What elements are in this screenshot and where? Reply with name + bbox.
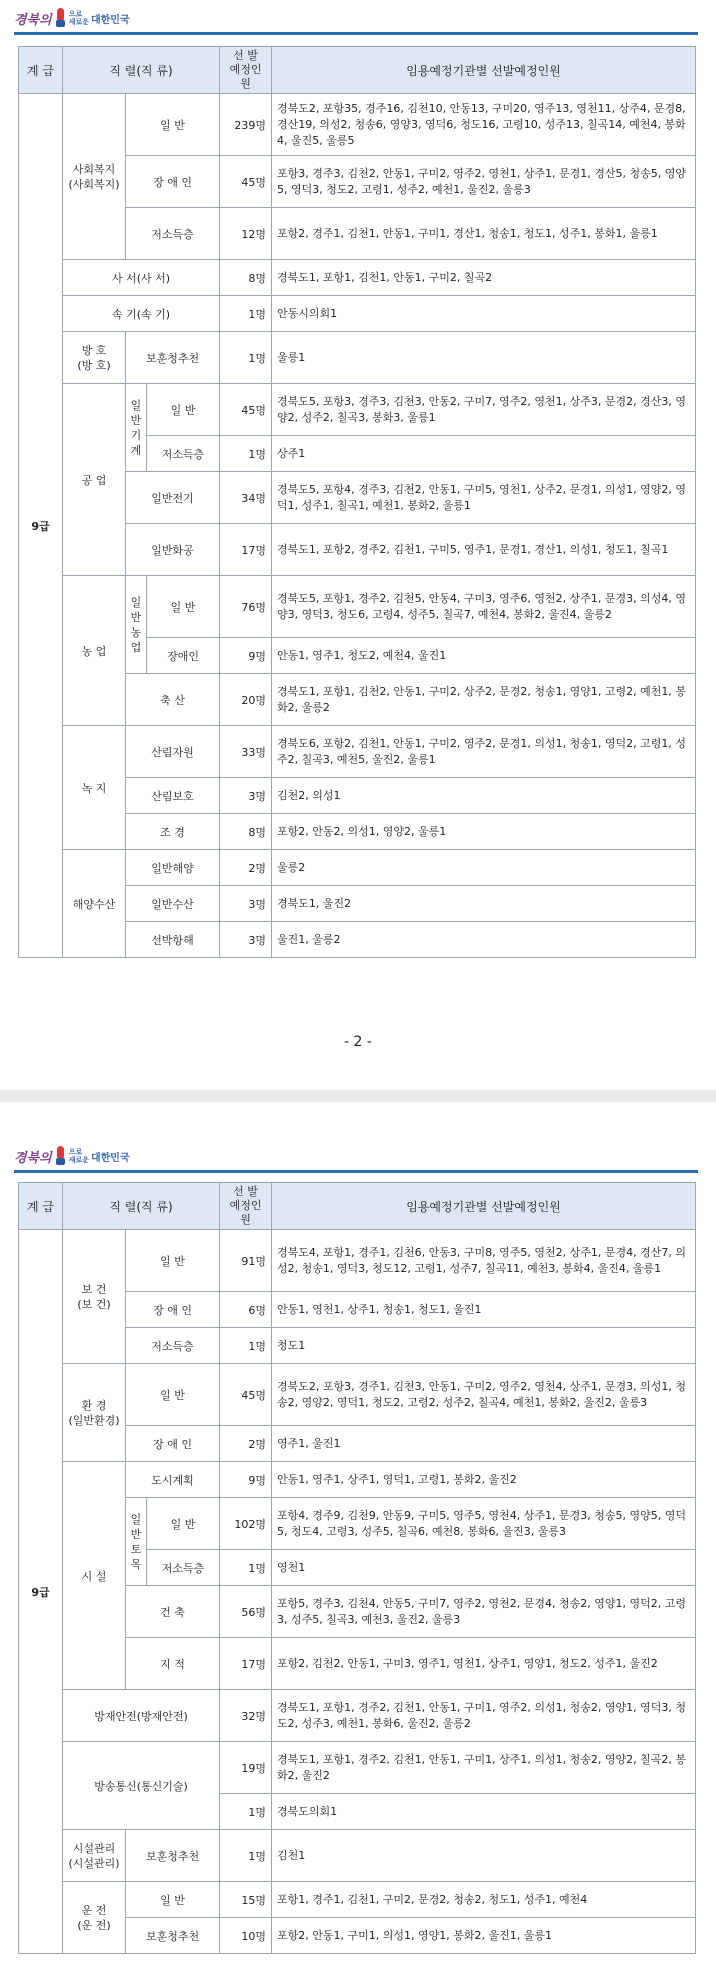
table-row: 녹 지 산림자원 33명 경북도6, 포항2, 김천1, 안동1, 구미2, 영주2, 문경1, 의성1, 청송1, 영덕2, 고령1, 성주2, 칠곡3, 예천5, 울진2, 울릉1 <box>19 726 696 778</box>
table-row: 장 애 인 6명 안동1, 영천1, 상주1, 청송1, 청도1, 울진1 <box>19 1292 696 1328</box>
table-row: 선박항해 3명 울진1, 울릉2 <box>19 922 696 958</box>
col-dist: 임용예정기관별 선발예정인원 <box>272 47 696 94</box>
table-row: 장 애 인 2명 영주1, 울진1 <box>19 1426 696 1462</box>
page-2 <box>0 1102 716 1979</box>
table-row: 시설관리 (시설관리) 보훈청추천 1명 김천1 <box>19 1830 696 1882</box>
col-grade: 계 급 <box>19 1183 63 1230</box>
table-row: 저소득층 12명 포항2, 경주1, 김천1, 안동1, 구미1, 경산1, 청송1, 청도1, 성주1, 봉화1, 울릉1 <box>19 208 696 260</box>
table-row: 장 애 인 45명 포항3, 경주3, 김천2, 안동1, 구미2, 영주2, 영천1, 상주1, 문경1, 경산5, 청송5, 영양5, 영덕3, 청도2, 고령1, 성주2, 예천1, 울진2, 울릉3 <box>19 156 696 208</box>
table-row: 장애인 9명 안동1, 영주1, 청도2, 예천4, 울진1 <box>19 638 696 674</box>
logo-brand: 경북의 <box>14 1150 52 1166</box>
table-row: 일반화공 17명 경북도1, 포항2, 경주2, 김천1, 구미5, 영주1, 문경1, 경산1, 의성1, 청도1, 칠곡1 <box>19 524 696 576</box>
table-row: 9급 사회복지 (사회복지) 일 반 239명 경북도2, 포항35, 경주16, 김천10, 안동13, 구미20, 영주13, 영천11, 상주4, 문경8, 경산19, 의성2, 청송6, 영양3, 영덕6, 청도16, 고령10, 성주13, 칠곡14, 예천4, 봉화4, 울진5, 울릉5 <box>19 94 696 156</box>
header-rule <box>14 1170 698 1173</box>
col-count: 선 발 예정인원 <box>220 1183 272 1230</box>
table-row: 환 경 (일반환경) 일 반 45명 경북도2, 포항3, 경주1, 김천3, 안동1, 구미2, 영주2, 영천4, 상주1, 문경3, 의성1, 청송2, 영양2, 영덕1, 청도2, 고령2, 성주2, 칠곡4, 예천1, 봉화2, 울진2, 울릉3 <box>19 1364 696 1426</box>
grade-cell: 9급 <box>19 94 63 958</box>
page-number: - 2 - <box>344 1034 372 1050</box>
table-row: 저소득층 1명 영천1 <box>19 1550 696 1586</box>
table-row: 방 호 (방 호) 보훈청추천 1명 울릉1 <box>19 332 696 384</box>
table-row: 해양수산 일반해양 2명 울릉2 <box>19 850 696 886</box>
table-row: 조 경 8명 포항2, 안동2, 의성1, 영양2, 울릉1 <box>19 814 696 850</box>
table-row: 지 적 17명 포항2, 김천2, 안동1, 구미3, 영주1, 영천1, 상주1, 영양1, 청도2, 성주1, 울진2 <box>19 1638 696 1690</box>
col-job: 직 렬(직 류) <box>63 47 220 94</box>
grade-cell: 9급 <box>19 1230 63 1954</box>
table-row: 방송통신(통신기술) 19명 경북도1, 포항1, 경주2, 김천1, 안동1, 구미1, 상주1, 의성1, 청송2, 영양2, 칠곡2, 봉화2, 울진2 <box>19 1742 696 1794</box>
logo-slogan-bottom: 새로운 <box>68 18 89 26</box>
logo-country: 대한민국 <box>90 14 130 26</box>
header-rule <box>14 32 698 35</box>
logo-emblem-icon <box>54 1146 67 1166</box>
table-header-row <box>19 1183 696 1230</box>
table-header-row <box>19 47 696 94</box>
table-row: 산림보호 3명 김천2, 의성1 <box>19 778 696 814</box>
gyeongbuk-logo <box>14 8 130 28</box>
table-row: 일 반 토 목 일 반 102명 포항4, 경주9, 김천9, 안동9, 구미5, 영주5, 영천4, 상주1, 문경3, 청송5, 영양5, 영덕5, 청도4, 고령3, 성주5, 칠곡6, 예천8, 봉화6, 울진3, 울릉3 <box>19 1498 696 1550</box>
recruitment-table-1 <box>18 46 696 958</box>
table-row: 일반전기 34명 경북도5, 포항4, 경주3, 김천2, 안동1, 구미5, 영천1, 상주2, 문경1, 의성1, 영양2, 영덕1, 성주1, 칠곡1, 예천1, 봉화2, 울릉1 <box>19 472 696 524</box>
logo-emblem-icon <box>54 8 67 28</box>
col-dist: 임용예정기관별 선발예정인원 <box>272 1183 696 1230</box>
table-row: 운 전 (운 전) 일 반 15명 포항1, 경주1, 김천1, 구미2, 문경2, 청송2, 청도1, 성주1, 예천4 <box>19 1882 696 1918</box>
table-row: 저소득층 1명 청도1 <box>19 1328 696 1364</box>
col-job: 직 렬(직 류) <box>63 1183 220 1230</box>
col-grade: 계 급 <box>19 47 63 94</box>
logo-brand: 경북의 <box>14 12 52 28</box>
series-cell: 사회복지 (사회복지) <box>63 94 126 260</box>
table-row: 속 기(속 기) 1명 안동시의회1 <box>19 296 696 332</box>
gyeongbuk-logo <box>14 1146 130 1166</box>
table-row: 공 업 일 반 기 계 일 반 45명 경북도5, 포항3, 경주3, 김천3, 안동2, 구미7, 영주2, 영천1, 상주3, 문경2, 경산3, 영양2, 성주2, 칠곡3, 봉화3, 울릉1 <box>19 384 696 436</box>
logo-slogan-bottom: 새로운 <box>68 1156 89 1164</box>
logo-slogan-top: 으로 <box>68 10 83 18</box>
col-count: 선 발 예정인원 <box>220 47 272 94</box>
table-row: 축 산 20명 경북도1, 포항1, 김천2, 안동1, 구미2, 상주2, 문경2, 청송1, 영양1, 고령2, 예천1, 봉화2, 울릉2 <box>19 674 696 726</box>
table-row: 저소득층 1명 상주1 <box>19 436 696 472</box>
table-row: 시 설 도시계획 9명 안동1, 영주1, 상주1, 영덕1, 고령1, 봉화2, 울진2 <box>19 1462 696 1498</box>
recruitment-table-2 <box>18 1182 696 1954</box>
table-row: 보훈청추천 10명 포항2, 안동1, 구미1, 의성1, 영양1, 봉화2, 울진1, 울릉1 <box>19 1918 696 1954</box>
table-row: 일반수산 3명 경북도1, 울진2 <box>19 886 696 922</box>
table-row: 방재안전(방재안전) 32명 경북도1, 포항1, 경주2, 김천1, 안동1, 구미1, 영주2, 의성1, 청송2, 영양1, 영덕3, 청도2, 성주3, 예천1, 봉화6, 울진2, 울릉2 <box>19 1690 696 1742</box>
table-row: 1명 경북도의회1 <box>19 1794 696 1830</box>
logo-country: 대한민국 <box>90 1152 130 1164</box>
table-row: 9급 보 건 (보 건) 일 반 91명 경북도4, 포항1, 경주1, 김천6, 안동3, 구미8, 영주5, 영천2, 상주1, 문경4, 경산7, 의성2, 청송1, 영덕3, 청도12, 고령1, 성주7, 칠곡11, 예천3, 봉화4, 울진4, 울릉1 <box>19 1230 696 1292</box>
logo-slogan-top: 으로 <box>68 1148 83 1156</box>
table-row: 건 축 56명 포항5, 경주3, 김천4, 안동5, 구미7, 영주2, 영천2, 문경4, 청송2, 영양1, 영덕2, 고령3, 성주5, 칠곡3, 예천3, 울진2, 울릉3 <box>19 1586 696 1638</box>
page-separator <box>0 1090 716 1102</box>
table-row: 사 서(사 서) 8명 경북도1, 포항1, 김천1, 안동1, 구미2, 칠곡2 <box>19 260 696 296</box>
table-row: 농 업 일 반 농 업 일 반 76명 경북도5, 포항1, 경주2, 김천5, 안동4, 구미3, 영주6, 영천2, 상주1, 문경3, 의성4, 영양3, 영덕3, 청도6, 고령4, 성주5, 칠곡7, 예천4, 봉화2, 울진4, 울릉2 <box>19 576 696 638</box>
